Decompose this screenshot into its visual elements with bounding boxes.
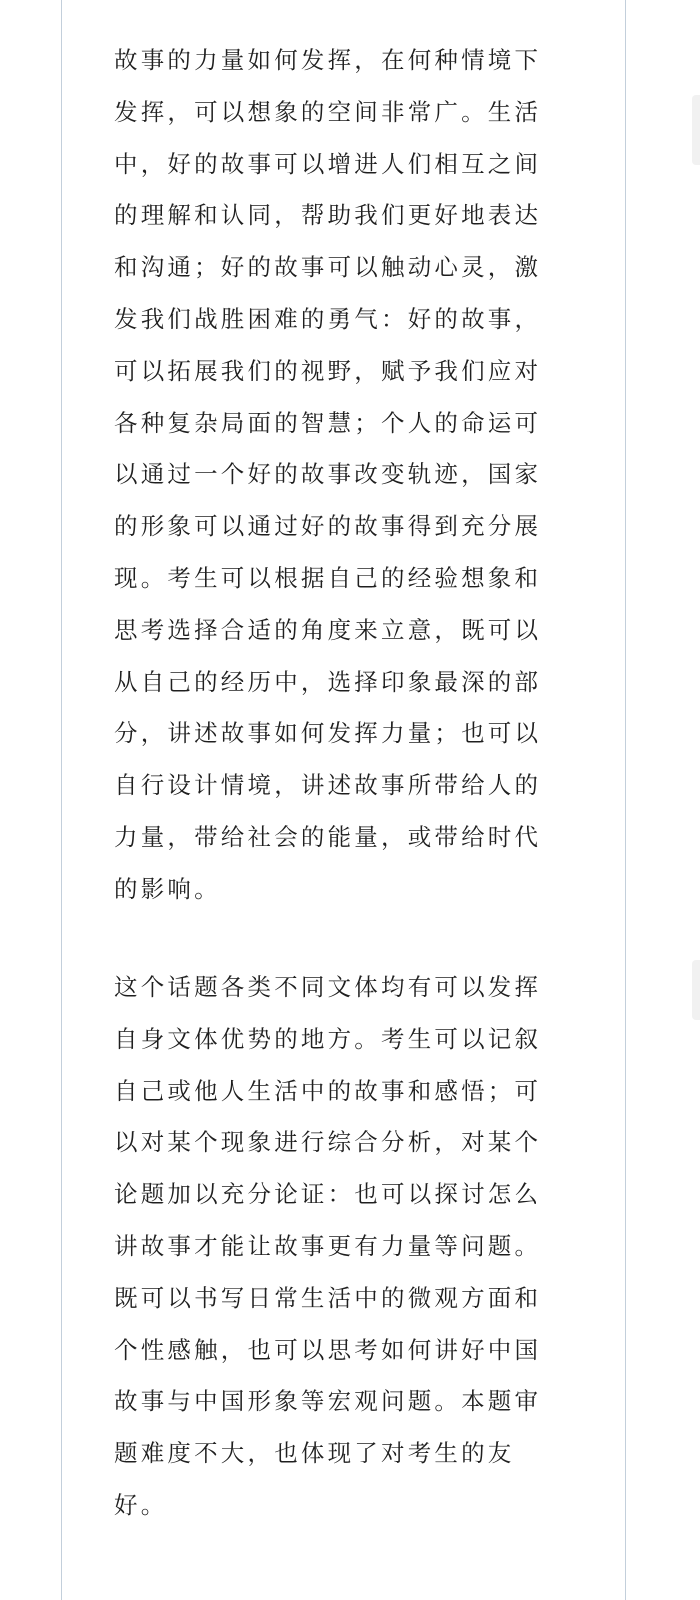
article-paragraph-2: 这个话题各类不同文体均有可以发挥 自身文体优势的地方。考生可以记叙 自己或他人生活中的故事和感悟；可 以对某个现象进行综合分析，对某个 论题加以充分论证：也可以探讨怎么 讲故事才能让故事更有力量等问题。 既可以书写日常生活中的微观方面和 个性感触，也可以思考如何讲好中国 故事与中国形象等宏观问题。本题审 题难度不大，也体现了对考生的友 好。: [114, 973, 542, 1519]
scroll-edge-indicator: [692, 95, 700, 165]
article-paragraph-1: 故事的力量如何发挥，在何种情境下 发挥，可以想象的空间非常广。生活 中，好的故事可以增进人们相互之间 的理解和认同，帮助我们更好地表达 和沟通；好的故事可以触动心灵，激 发我们战胜困难的勇气：好的故事， 可以拓展我们的视野，赋予我们应对 各种复杂局面的智慧；个人的命运可 以通过一个好的故事改变轨迹，国家 的形象可以通过好的故事得到充分展 现。考生可以根据自己的经验想象和 思考选择合适的角度来立意，既可以 从自己的经历中，选择印象最深的部 分，讲述故事如何发挥力量；也可以 自行设计情境，讲述故事所带给人的 力量，带给社会的能量，或带给时代 的影响。: [114, 46, 542, 903]
scroll-edge-indicator: [692, 960, 700, 1020]
